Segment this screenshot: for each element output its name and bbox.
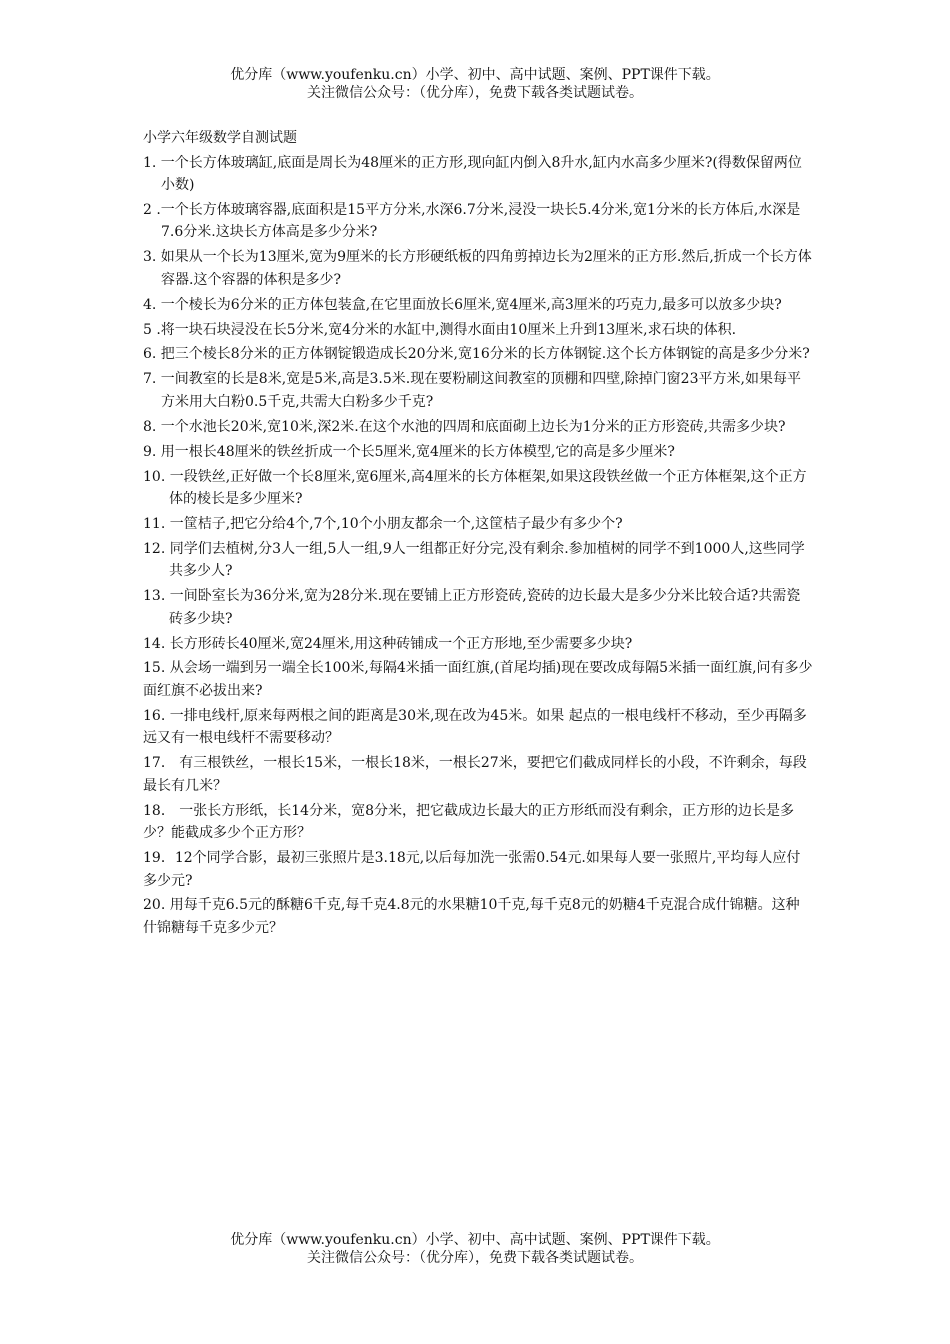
question-15: 15. 从会场一端到另一端全长100米,每隔4米插一面红旗,(首尾均插)现在要改成每隔5米插一面红旗,问有多少面红旗不必拔出来? — [143, 660, 813, 699]
question-20: 20. 用每千克6.5元的酥糖6千克,每千克4.8元的水果糖10千克,每千克8元的奶糖4千克混合成什锦糖。这种什锦糖每千克多少元？ — [143, 897, 800, 936]
question-7: 7. 一间教室的长是8米,宽是5米,高是3.5米.现在要粉刷这间教室的顶棚和四壁,除掉门窗23平方米,如果每平方米用大白粉0.5千克,共需大白粉多少千克? — [143, 371, 801, 410]
question-2: 2 .一个长方体玻璃容器,底面积是15平方分米,水深6.7分米,浸没一块长5.4分米,宽1分米的长方体后,水深是7.6分米.这块长方体高是多少分米? — [143, 201, 801, 241]
document-title: 小学六年级数学自测试题 — [143, 130, 297, 146]
question-4: 4. 一个棱长为6分米的正方体包装盒,在它里面放长6厘米,宽4厘米,高3厘米的巧克力,最多可以放多少块? — [143, 296, 782, 313]
page-footer — [0, 1231, 950, 1267]
question-18: 18． 一张长方形纸，长14分米，宽8分米，把它截成边长最大的正方形纸而没有剩余，正方形的边长是多少？能截成多少个正方形？ — [143, 802, 794, 842]
question-10: 10. 一段铁丝,正好做一个长8厘米,宽6厘米,高4厘米的长方体框架,如果这段铁丝做一个正方体框架,这个正方体的棱长是多少厘米? — [143, 468, 807, 508]
question-14: 14. 长方形砖长40厘米,宽24厘米,用这种砖铺成一个正方形地,至少需要多少块? — [143, 635, 633, 652]
question-9: 9. 用一根长48厘米的铁丝折成一个长5厘米,宽4厘米的长方体模型,它的高是多少厘米? — [143, 443, 675, 460]
document-body — [143, 127, 813, 942]
footer-line-1: 优分库（www.youfenku.cn）小学、初中、高中试题、案例、PPT课件下载。 — [230, 1232, 720, 1248]
question-3: 3. 如果从一个长为13厘米,宽为9厘米的长方形硬纸板的四角剪掉边长为2厘米的正方形.然后,折成一个长方体容器.这个容器的体积是多少? — [143, 249, 812, 288]
header-line-2: 关注微信公众号：（优分库），免费下载各类试题试卷。 — [307, 85, 643, 101]
question-5: 5 .将一块石块浸没在长5分米,宽4分米的水缸中,测得水面由10厘米上升到13厘米,求石块的体积. — [143, 321, 737, 338]
footer-line-2: 关注微信公众号：（优分库），免费下载各类试题试卷。 — [307, 1250, 643, 1266]
question-1: 1. 一个长方体玻璃缸,底面是周长为48厘米的正方形,现向缸内倒入8升水,缸内水高多少厘米?(得数保留两位小数) — [143, 154, 802, 193]
question-19: 19．12个同学合影，最初三张照片是3.18元,以后每加洗一张需0.54元.如果每人要一张照片,平均每人应付多少元? — [143, 850, 801, 889]
question-12: 12. 同学们去植树,分3人一组,5人一组,9人一组都正好分完,没有剩余.参加植树的同学不到1000人,这些同学共多少人? — [143, 540, 805, 580]
question-6: 6. 把三个棱长8分米的正方体钢锭锻造成长20分米,宽16分米的长方体钢锭.这个长方体钢锭的高是多少分米? — [143, 346, 810, 363]
header-line-1: 优分库（www.youfenku.cn）小学、初中、高中试题、案例、PPT课件下载。 — [230, 67, 720, 83]
question-17: 17． 有三根铁丝，一根长15米，一根长18米，一根长27米，要把它们截成同样长的小段，不许剩余，每段最长有几米？ — [143, 755, 807, 794]
question-8: 8. 一个水池长20米,宽10米,深2米.在这个水池的四周和底面砌上边长为1分米的正方形瓷砖,共需多少块? — [143, 418, 786, 435]
question-13: 13. 一间卧室长为36分米,宽为28分米.现在要铺上正方形瓷砖,瓷砖的边长最大是多少分米比较合适?共需瓷砖多少块? — [143, 588, 801, 627]
question-16: 16. 一排电线杆,原来每两根之间的距离是30米,现在改为45米。如果 起点的一根电线杆不移动，至少再隔多远又有一根电线杆不需要移动？ — [143, 707, 807, 747]
question-11: 11. 一筐桔子,把它分给4个,7个,10个小朋友都余一个,这筐桔子最少有多少个? — [143, 515, 623, 532]
page-header — [0, 66, 950, 102]
